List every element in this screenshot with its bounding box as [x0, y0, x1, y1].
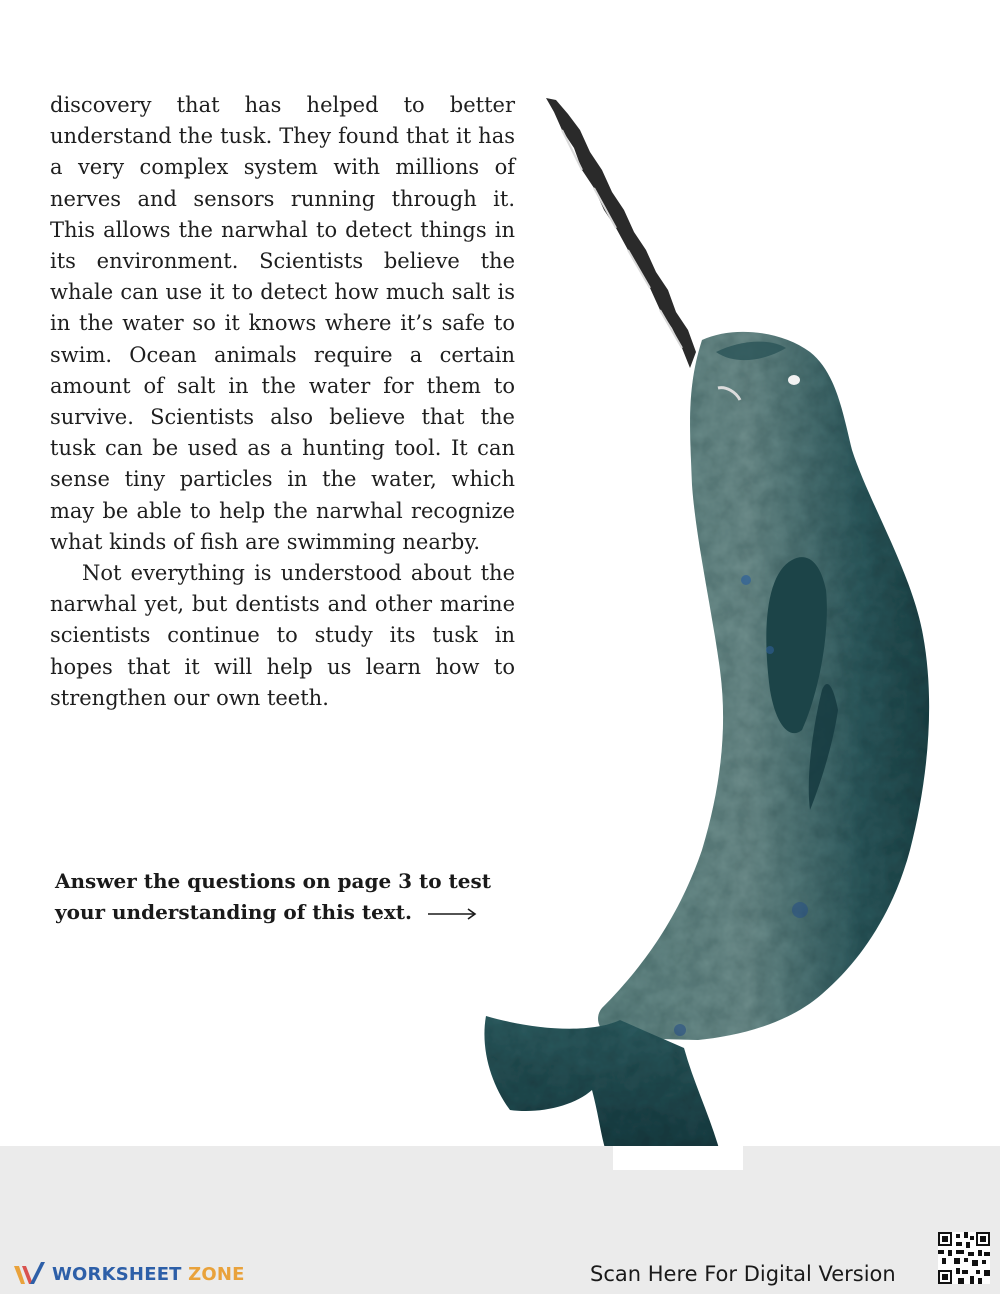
qr-code-icon[interactable]	[938, 1232, 990, 1284]
worksheet-zone-logo-icon	[12, 1260, 48, 1288]
brand-name: WORKSHEET ZONE	[52, 1263, 245, 1285]
footer-notch	[613, 1146, 743, 1170]
call-to-action	[55, 866, 525, 929]
cta-line-1: Answer the questions on page 3 to test	[55, 869, 492, 893]
article-paragraph-1: discovery that has helped to better understand the tusk. They found that it has a very complex system with millions of nerves and sensors running through it. This allows the narwhal to detect things in its environment. Scientists believe the whale can use it to detect how much salt is in the water so it knows where it’s safe to swim. Ocean animals require a certain amount of salt in the water for them to survive. Scientists also believe that the tusk can be used as a hunting tool. It can sense tiny particles in the water, which may be able to help the narwhal recognize what kinds of fish are swimming nearby.	[50, 93, 515, 554]
narwhal-illustration-icon	[470, 90, 950, 1170]
cta-line-2: your understanding of this text.	[55, 900, 412, 924]
article-body	[50, 90, 515, 714]
brand-logo[interactable]	[12, 1258, 245, 1290]
article-paragraph-2: Not everything is understood about the narwhal yet, but dentists and other marine scientists continue to study its tusk in hopes that it will help us learn how to strengthen our own teeth.	[50, 561, 515, 710]
scan-label: Scan Here For Digital Version	[590, 1262, 896, 1286]
